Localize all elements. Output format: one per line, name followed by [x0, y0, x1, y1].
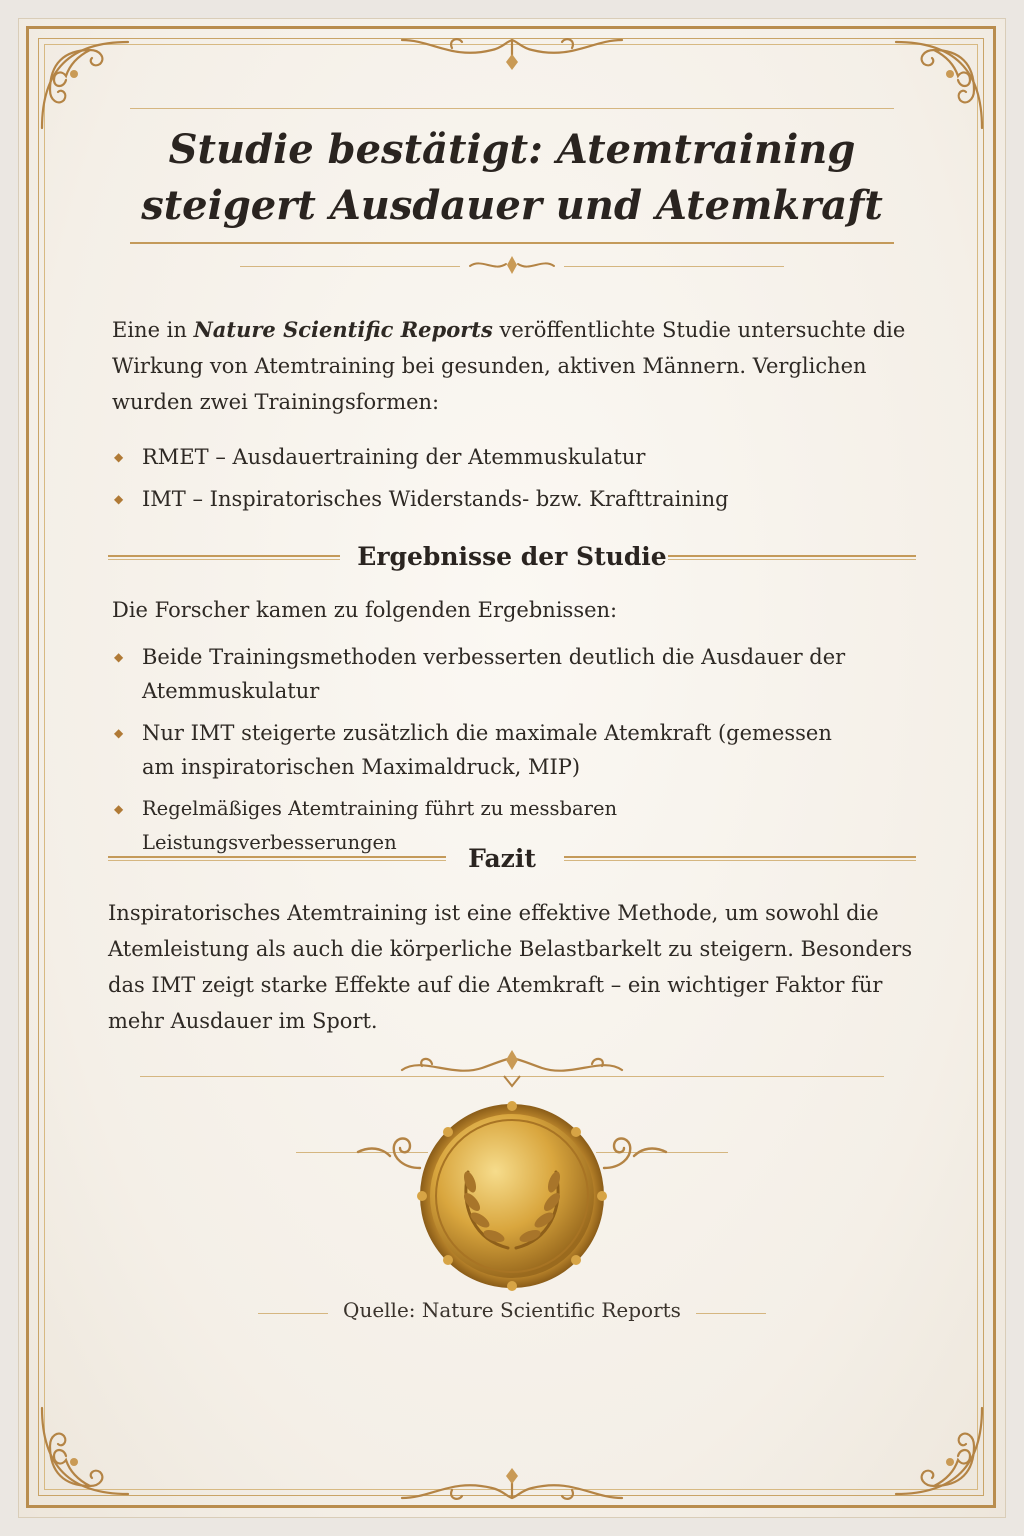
results-lead: Die Forscher kamen zu folgenden Ergebnissen: — [112, 598, 618, 622]
diamond-bullet-icon: ◆ — [114, 650, 124, 664]
diamond-bullet-icon: ◆ — [114, 450, 124, 464]
top-border-line — [130, 104, 894, 110]
corner-flourish-icon — [884, 1396, 994, 1506]
list-item: ◆ Beide Trainingsmethoden verbesserten deutlich die Ausdauer der Atemmuskulatur — [112, 640, 852, 708]
results-list — [112, 640, 852, 860]
gold-seal-laurel-icon — [416, 1100, 608, 1292]
title-divider — [130, 242, 894, 248]
top-scroll-ornament-icon — [392, 26, 632, 78]
corner-flourish-icon — [30, 1396, 140, 1506]
results-divider-right — [668, 555, 916, 561]
fazit-heading: Fazit — [468, 844, 536, 873]
seal-flourish-right-icon — [600, 1128, 670, 1178]
lower-scroll-ornament-icon — [382, 1046, 642, 1092]
results-divider-left — [108, 555, 340, 561]
list-item: ◆ Regelmäßiges Atemtraining führt zu messbaren Leistungsverbesserungen — [112, 792, 852, 860]
training-forms-list — [112, 440, 912, 516]
list-item: ◆ IMT – Inspiratorisches Widerstands- bzw. Krafttraining — [112, 482, 912, 516]
intro-paragraph: Eine in Nature Scientific Reports veröffentlichte Studie untersuchte die Wirkung von Atemtraining bei gesunden, aktiven Männern. Verglichen wurden zwei Trainingsformen: — [112, 317, 906, 414]
diamond-bullet-icon: ◆ — [114, 492, 124, 506]
bottom-scroll-ornament-icon — [392, 1460, 632, 1512]
title-divider-ornament-icon — [462, 252, 562, 278]
source-citation: Quelle: Nature Scientific Reports — [343, 1298, 681, 1322]
diamond-bullet-icon: ◆ — [114, 726, 124, 740]
conclusion-paragraph: Inspiratorisches Atemtraining ist eine effektive Methode, um sowohl die Atemleistung als auch die körperliche Belastbarkelt zu steigern. Besonders das IMT zeigt starke Effekte auf die Atemkraft – ein wichtiger Faktor für mehr Ausdauer im Sport. — [108, 901, 913, 1033]
page-title: Studie bestätigt: Atemtraining steigert Ausdauer und Atemkraft — [141, 126, 883, 229]
list-item: ◆ Nur IMT steigerte zusätzlich die maximale Atemkraft (gemessen am inspiratorischen Maximaldruck, MIP) — [112, 716, 852, 784]
journal-name: Nature Scientific Reports — [193, 317, 493, 342]
results-heading: Ergebnisse der Studie — [357, 542, 667, 571]
title-divider-right — [564, 262, 784, 268]
seal-flourish-left-icon — [354, 1128, 424, 1178]
fazit-divider-right — [564, 856, 916, 862]
list-item: ◆ RMET – Ausdauertraining der Atemmuskulatur — [112, 440, 912, 474]
title-divider-left — [240, 262, 460, 268]
source-line-right — [696, 1309, 766, 1315]
fazit-divider-left — [108, 856, 446, 862]
diamond-bullet-icon: ◆ — [114, 802, 124, 816]
